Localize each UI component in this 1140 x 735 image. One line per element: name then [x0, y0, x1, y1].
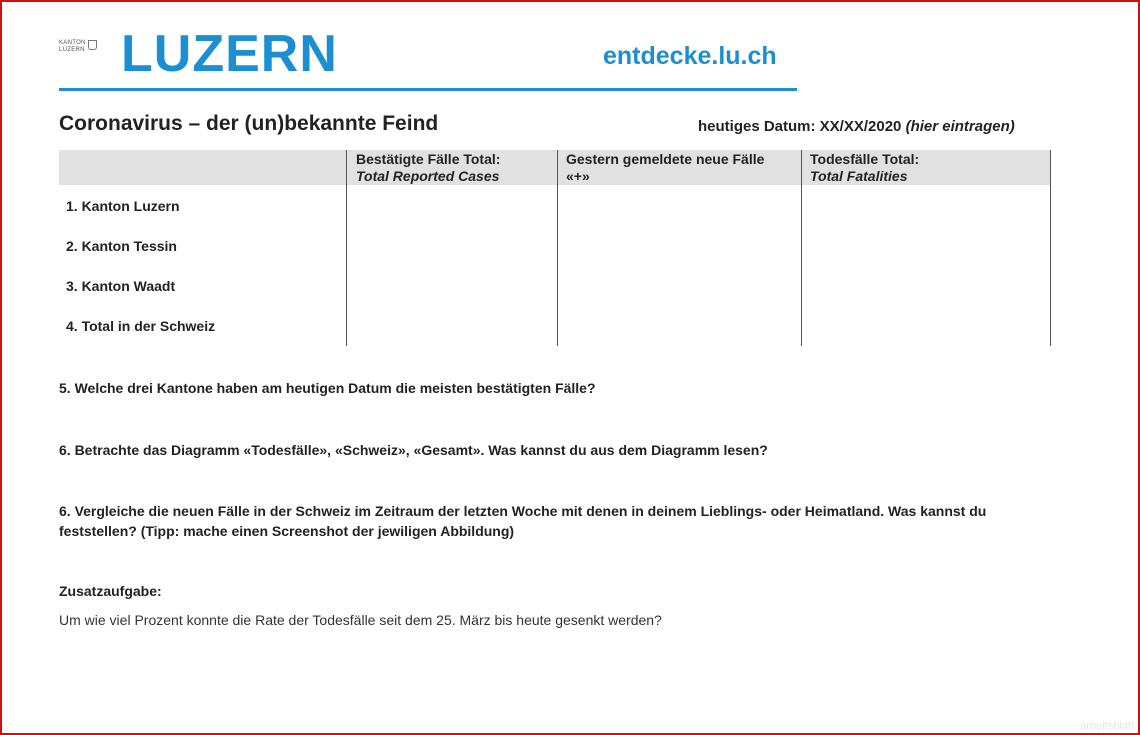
column-header-en: «+»	[566, 168, 590, 184]
coat-of-arms-icon	[88, 40, 97, 50]
question-6: 6. Betrachte das Diagramm «Todesfälle», «Schweiz», «Gesamt». Was kannst du aus dem Diagramm lesen?	[59, 442, 768, 458]
date-field	[698, 118, 1015, 135]
column-header-de: Todesfälle Total:	[810, 151, 920, 167]
extra-task-text: Um wie viel Prozent konnte die Rate der Todesfälle seit dem 25. März bis heute gesenkt werden?	[59, 612, 662, 628]
column-header-en: Total Reported Cases	[356, 168, 500, 184]
column-header-new-cases	[566, 151, 764, 185]
luzern-logo: LUZERN	[121, 25, 338, 83]
column-divider	[346, 150, 347, 346]
column-divider	[1050, 150, 1051, 346]
column-header-fatalities	[810, 151, 919, 185]
question-5: 5. Welche drei Kantone haben am heutigen Datum die meisten bestätigten Fälle?	[59, 380, 596, 396]
watermark: arbeitsblatt	[1080, 720, 1134, 732]
column-header-de: Bestätigte Fälle Total:	[356, 151, 501, 167]
extra-task-title: Zusatzaufgabe:	[59, 583, 162, 599]
column-header-de: Gestern gemeldete neue Fälle	[566, 151, 765, 167]
column-header-confirmed	[356, 151, 500, 185]
date-label: heutiges Datum: XX/XX/2020	[698, 118, 902, 135]
page-title: Coronavirus – der (un)bekannte Feind	[59, 112, 439, 135]
row-label-schweiz: 4. Total in der Schweiz	[66, 318, 216, 334]
kanton-luzern-logo	[59, 40, 86, 54]
header-divider	[59, 88, 797, 91]
logo-small-line-2: LUZERN	[59, 47, 85, 53]
column-header-en: Total Fatalities	[810, 168, 908, 184]
column-divider	[557, 150, 558, 346]
row-label-luzern: 1. Kanton Luzern	[66, 198, 180, 214]
column-divider	[801, 150, 802, 346]
question-6b: 6. Vergleiche die neuen Fälle in der Schweiz im Zeitraum der letzten Woche mit denen in deinem Lieblings- oder Heimatland. Was kannst du feststellen? (Tipp: mache einen Screenshot der jewiligen Abbildung)	[59, 503, 987, 539]
date-hint: (hier eintragen)	[905, 118, 1015, 135]
row-label-tessin: 2. Kanton Tessin	[66, 238, 177, 254]
site-url[interactable]: entdecke.lu.ch	[603, 42, 777, 70]
logo-small-line-1: KANTON	[59, 40, 86, 46]
row-label-waadt: 3. Kanton Waadt	[66, 278, 176, 294]
